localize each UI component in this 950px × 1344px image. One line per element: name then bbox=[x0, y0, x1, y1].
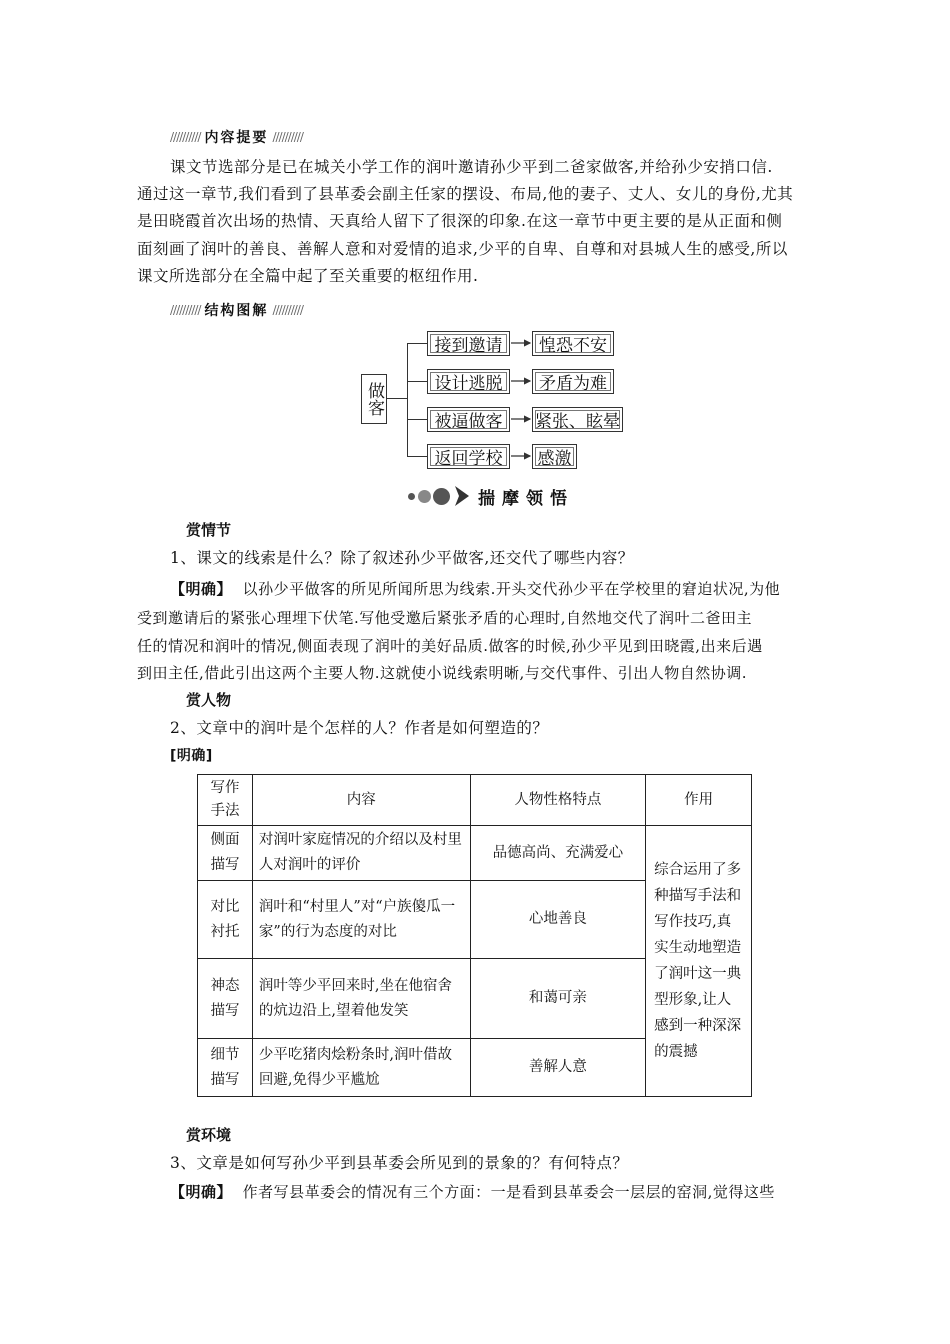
diagram-event-box bbox=[427, 407, 510, 432]
diagram-feeling-box bbox=[532, 331, 614, 356]
diagram-event-label: 接到邀请 bbox=[434, 336, 503, 356]
diagram-root-label: 做客 bbox=[364, 382, 384, 416]
section-banner bbox=[408, 484, 574, 508]
plot-question: 1、课文的线索是什么？除了叙述孙少平做客,还交代了哪些内容？ bbox=[170, 549, 634, 567]
decor-slashes: ////////// bbox=[170, 130, 201, 144]
environment-section-title: 赏环境 bbox=[186, 1126, 232, 1144]
banner-title: 揣摩领悟 bbox=[478, 488, 574, 509]
cell-content: 润叶等少平回来时,坐在他宿舍的炕边沿上,望着他发笑 bbox=[252, 959, 470, 1039]
decor-slashes: ////////// bbox=[272, 303, 303, 317]
diagram-event-label: 返回学校 bbox=[434, 449, 503, 469]
cell-method: 侧面 描写 bbox=[198, 826, 253, 881]
chevron-right-icon bbox=[454, 485, 470, 507]
connector-line bbox=[407, 419, 427, 420]
diagram-feeling-label: 紧张、眩晕 bbox=[535, 412, 620, 432]
cell-method: 对比 衬托 bbox=[198, 881, 253, 959]
cell-content: 少平吃猪肉烩粉条时,润叶借故回避,免得少平尴尬 bbox=[252, 1039, 470, 1097]
connector-line bbox=[407, 381, 427, 382]
table-row bbox=[198, 826, 752, 881]
decor-slashes: ////////// bbox=[272, 130, 303, 144]
header-trait: 人物性格特点 bbox=[470, 775, 646, 826]
diagram-feeling-label: 感激 bbox=[537, 449, 572, 469]
cell-content: 润叶和“村里人”对“户族傻瓜一家”的行为态度的对比 bbox=[252, 881, 470, 959]
connector-line bbox=[387, 398, 407, 399]
plot-answer-line: 受到邀请后的紧张心理埋下伏笔.写他受邀后紧张矛盾的心理时,自然地交代了润叶二爸田主 bbox=[137, 609, 753, 627]
cell-trait: 和蔼可亲 bbox=[470, 959, 646, 1039]
diagram-event-label: 被逼做客 bbox=[434, 412, 503, 432]
character-question: 2、文章中的润叶是个怎样的人？作者是如何塑造的？ bbox=[170, 719, 549, 737]
diagram-feeling-box bbox=[532, 444, 577, 469]
answer-label: 【明确】 bbox=[170, 580, 233, 598]
cell-trait: 善解人意 bbox=[470, 1039, 646, 1097]
diagram-event-label: 设计逃脱 bbox=[434, 374, 503, 394]
diagram-root-box bbox=[361, 374, 387, 424]
character-table bbox=[197, 774, 752, 1097]
connector-line bbox=[407, 456, 427, 457]
structure-heading-text: 结构图解 bbox=[204, 303, 269, 319]
plot-answer-line bbox=[170, 576, 780, 603]
plot-answer-line: 到田主任,借此引出这两个主要人物.这就使小说线索明晰,与交代事件、引出人物自然协调. bbox=[137, 664, 748, 682]
cell-method: 细节 描写 bbox=[198, 1039, 253, 1097]
decor-slashes: ////////// bbox=[170, 303, 201, 317]
diagram-feeling-box bbox=[532, 407, 623, 432]
plot-section-title: 赏情节 bbox=[186, 521, 232, 539]
structure-heading bbox=[170, 300, 303, 320]
diagram-event-box bbox=[427, 444, 510, 469]
connector-line bbox=[407, 343, 408, 457]
diagram-feeling-box bbox=[532, 369, 614, 394]
summary-line: 是田晓霞首次出场的热情、天真给人留下了很深的印象.在这一章节中更主要的是从正面和侧 bbox=[137, 212, 783, 230]
table-header-row bbox=[198, 775, 752, 826]
cell-content: 对润叶家庭情况的介绍以及村里人对润叶的评价 bbox=[252, 826, 470, 881]
summary-line: 课文节选部分是已在城关小学工作的润叶邀请孙少平到二爸家做客,并给孙少安捎口信. bbox=[170, 158, 773, 176]
diagram-event-box bbox=[427, 369, 510, 394]
character-section-title: 赏人物 bbox=[186, 691, 232, 709]
summary-heading bbox=[170, 127, 303, 147]
cell-trait: 心地善良 bbox=[470, 881, 646, 959]
environment-question: 3、文章是如何写孙少平到县革委会所见到的景象的？有何特点？ bbox=[170, 1154, 629, 1172]
diagram-feeling-label: 惶恐不安 bbox=[539, 336, 607, 356]
header-effect: 作用 bbox=[646, 775, 752, 826]
cell-trait: 品德高尚、充满爱心 bbox=[470, 826, 646, 881]
summary-line: 课文所选部分在全篇中起了至关重要的枢纽作用. bbox=[137, 267, 479, 285]
arrows bbox=[510, 331, 534, 471]
environment-answer-line bbox=[170, 1179, 775, 1206]
dot-icon bbox=[408, 493, 415, 500]
answer-text: 作者写县革委会的情况有三个方面：一是看到县革委会一层层的窑洞,觉得这些 bbox=[242, 1183, 775, 1201]
header-method: 写作 手法 bbox=[198, 775, 253, 826]
header-content: 内容 bbox=[252, 775, 470, 826]
character-answer-label: [明确] bbox=[170, 748, 213, 764]
cell-effect: 综合运用了多种描写手法和写作技巧,真实生动地塑造了润叶这一典型形象,让人感到一种深深的震撼 bbox=[646, 826, 752, 1097]
summary-line: 面刻画了润叶的善良、善解人意和对爱情的追求,少平的自卑、自尊和对县城人生的感受,所以 bbox=[137, 240, 788, 258]
answer-label: 【明确】 bbox=[170, 1183, 233, 1201]
dot-icon bbox=[433, 488, 450, 505]
summary-heading-text: 内容提要 bbox=[204, 130, 269, 146]
summary-line: 通过这一章节,我们看到了县革委会副主任家的摆设、布局,他的妻子、丈人、女儿的身份,尤其 bbox=[137, 185, 794, 203]
diagram-feeling-label: 矛盾为难 bbox=[539, 374, 607, 394]
diagram-event-box bbox=[427, 331, 510, 356]
answer-text: 以孙少平做客的所见所闻所思为线索.开头交代孙少平在学校里的窘迫状况,为他 bbox=[242, 580, 781, 598]
dot-icon bbox=[418, 490, 431, 503]
cell-method: 神态 描写 bbox=[198, 959, 253, 1039]
plot-answer-line: 任的情况和润叶的情况,侧面表现了润叶的美好品质.做客的时候,孙少平见到田晓霞,出来后遇 bbox=[137, 637, 763, 655]
connector-line bbox=[407, 343, 427, 344]
